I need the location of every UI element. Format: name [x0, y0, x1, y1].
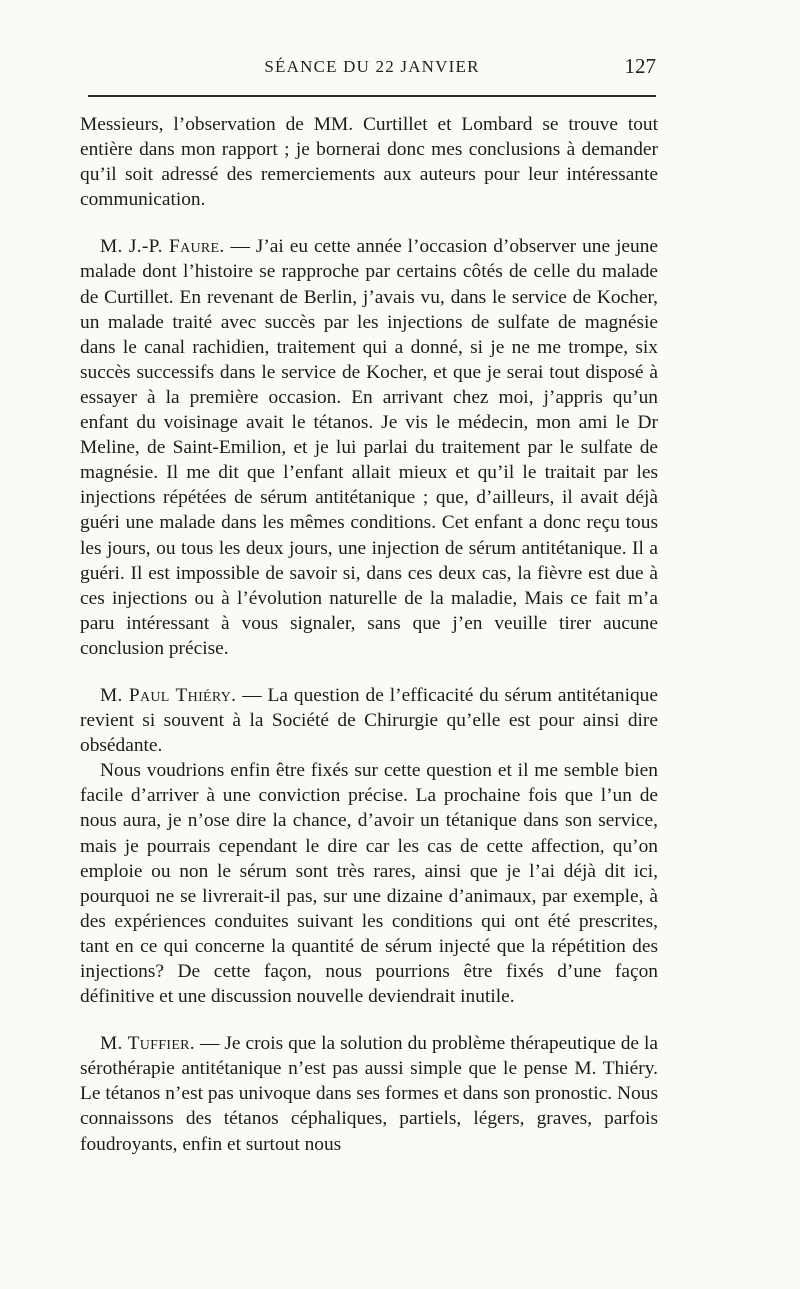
header-rule [88, 95, 656, 97]
speaker-name: M. Tuffier. [100, 1033, 195, 1055]
page-number: 127 [624, 54, 656, 78]
paragraph-thiery-continued [80, 758, 658, 1009]
paragraph-text: — Je crois que la solution du problème thérapeutique de la sérothérapie antitétanique n’est pas aussi simple que le pense M. Thiéry. Le tétanos n’est pas univoque dans ses formes et dans son pronostic. Nous connaissons des tétanos céphaliques, partiels, légers, graves, parfois foudroyants, enfin et surtout nous [80, 1033, 658, 1155]
paragraph-tuffier [80, 1031, 658, 1156]
body-text [80, 112, 658, 1157]
paragraph-text: Nous voudrions enfin être fixés sur cette question et il me semble bien facile d’arriver à une conviction précise. La prochaine fois que l’un de nous aura, je n’ose dire la chance, d’avoir un tétanique dans son service, mais je pourrais cependant le dire car les cas de cette affection, qu’on emploie ou non le sérum sont très rares, ainsi que je l’ai déjà dit ici, pourquoi ne se livrerait-il pas, sur une dizaine d’animaux, par exemple, à des expériences conduites suivant les conditions qui ont été prescrites, tant en ce qui concerne la quantité de sérum injecté que la répétition des injections? De cette façon, nous pourrions être fixés d’une façon définitive et une discussion nouvelle deviendrait inutile. [80, 760, 658, 1008]
speaker-name: M. J.-P. Faure. [100, 236, 225, 258]
paragraph-thiery [80, 683, 658, 758]
running-title: SÉANCE DU 22 JANVIER [264, 57, 480, 76]
paragraph-text: — La question de l’efficacité du sérum antitétanique revient si souvent à la Société de Chirurgie qu’elle est pour ainsi dire obsédante. [80, 684, 658, 757]
paragraph-text: — J’ai eu cette année l’occasion d’observer une jeune malade dont l’histoire se rapproche par certains côtés de celle du malade de Curtillet. En revenant de Berlin, j’avais vu, dans le service de Kocher, un malade traité avec succès par les injections de sulfate de magnésie dans le canal rachidien, traitement qui a donné, si je ne me trompe, six succès successifs dans le service de Kocher, et que je serai tout disposé à essayer à la première occasion. En arrivant chez moi, j’appris qu’un enfant du voisinage avait le tétanos. Je vis le médecin, mon ami le Dr Meline, de Saint-Emilion, et je lui parlai du traitement par le sulfate de magnésie. Il me dit que l’enfant allait mieux et qu’il le traitait par les injections répétées de sérum antitétanique ; que, d’ailleurs, il avait déjà guéri une malade dans les mêmes conditions. Cet enfant a donc reçu tous les jours, ou tous les deux jours, une injection de sérum antitétanique. Il a guéri. Il est impossible de savoir si, dans ces deux cas, la fièvre est due à ces injections ou à l’évolution naturelle de la maladie, Mais ce fait m’a paru intéressant à vous signaler, sans que j’en veuille tirer aucune conclusion précise. [80, 236, 658, 659]
paragraph-faure [80, 234, 658, 661]
paragraph-conclusion [80, 112, 658, 212]
running-head [88, 54, 656, 84]
paragraph-text: Messieurs, l’observation de MM. Curtillet et Lombard se trouve tout entière dans mon rapport ; je bornerai donc mes conclusions à demander qu’il soit adressé des remerciements aux auteurs pour leur intéressante communication. [80, 114, 658, 211]
speaker-name: M. Paul Thiéry. [100, 684, 237, 706]
